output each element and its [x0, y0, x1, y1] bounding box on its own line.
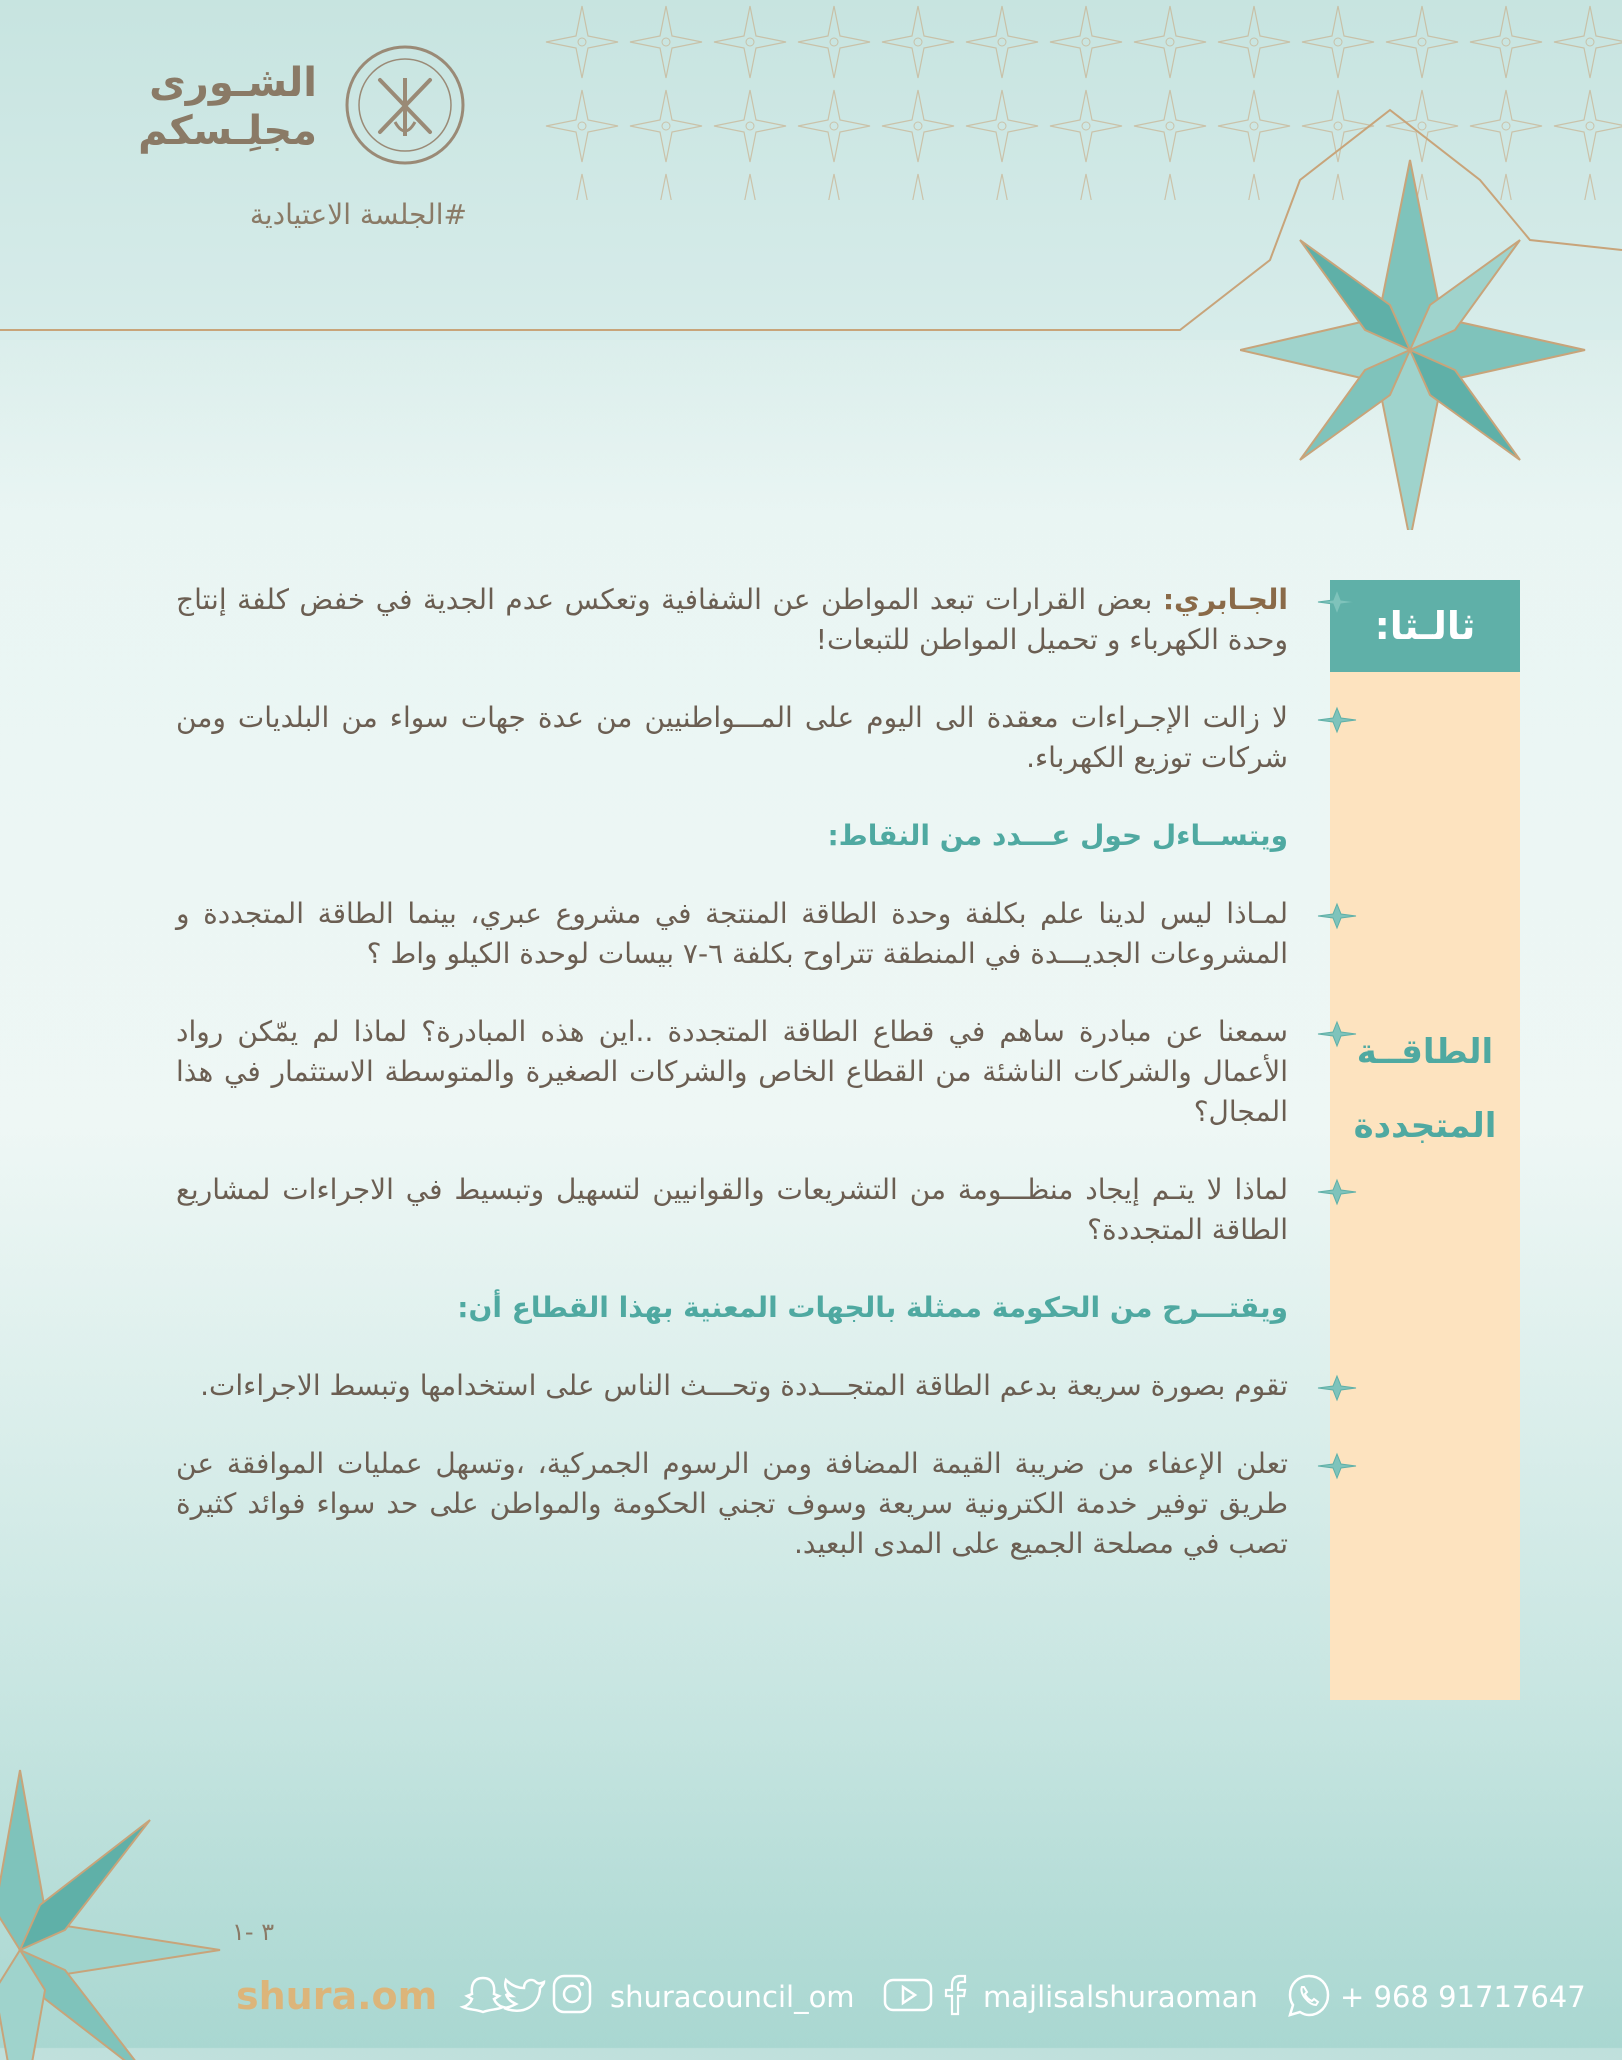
section-number: ثالـثا: — [1330, 580, 1520, 672]
hashtag-label: #الجلسة الاعتيادية — [249, 198, 467, 231]
social-handle-2[interactable]: majlisalshuraoman — [983, 1980, 1258, 2014]
logo-line-2: مجلِـسكم — [138, 108, 317, 154]
section-title-line-2: المتجددة — [1353, 1106, 1497, 1146]
item-text: لمـاذا ليس لدينا علم بكلفة وحدة الطاقة المنتجة في مشروع عبري، بينما الطاقة المتجددة و المشروعات الجديـــدة في المنطقة تتراوح بكلفة ٦-٧ بيسات لوحدة الكيلو واط ؟ — [176, 897, 1288, 970]
item-text: تعلن الإعفاء من ضريبة القيمة المضافة ومن الرسوم الجمركية، ،وتسهل عمليات الموافقة عن طريق توفير خدمة الكترونية سريعة وسوف تجني الحكومة والمواطن على حد سواء فوائد كثيرة تصب في مصلحة الجميع على المدى البعيد. — [176, 1447, 1288, 1560]
youtube-icon[interactable] — [882, 1972, 934, 2016]
speaker-name: الجـابري: — [1162, 583, 1288, 616]
item-body: بعض القرارات تبعد المواطن عن الشفافية وتعكس عدم الجدية في خفض كلفة إنتاج وحدة الكهرباء و تحميل المواطن للتبعات! — [176, 583, 1288, 656]
item-text: تقوم بصورة سريعة بدعم الطاقة المتجـــددة وتحـــث الناس على استخدامها وتبسط الاجراءات. — [200, 1369, 1288, 1402]
main-content — [150, 580, 1300, 1602]
phone-number[interactable]: + 968 91717647 — [1340, 1980, 1586, 2014]
whatsapp-icon[interactable] — [1285, 1972, 1333, 2020]
section-title — [1330, 1015, 1520, 1163]
list-item — [150, 698, 1300, 778]
diamond-bullet-icon — [1316, 1020, 1358, 1048]
item-text: سمعنا عن مبادرة ساهم في قطاع الطاقة المتجددة ..اين هذه المبادرة؟ لماذا لم يمّكن رواد الأعمال والشركات الناشئة من القطاع الخاص والشركات الصغيرة والمتوسطة الاستثمار في هذا المجال؟ — [176, 1015, 1288, 1128]
item-text: لماذا لا يتـم إيجاد منظـــومة من التشريعات والقوانيين لتسهيل وتبسيط في الاجراءات لمشاريع الطاقة المتجددة؟ — [176, 1173, 1288, 1246]
diamond-bullet-icon — [1316, 588, 1358, 616]
diamond-bullet-icon — [1316, 902, 1358, 930]
subheading: ويتســاءل حول عـــدد من النقاط: — [827, 819, 1288, 852]
list-item — [150, 1444, 1300, 1564]
page-number: ٣ -١ — [232, 1918, 275, 1946]
logo-line-1: الشـورى — [149, 60, 317, 106]
facebook-icon[interactable] — [940, 1972, 970, 2016]
list-item — [150, 580, 1300, 660]
diamond-bullet-icon — [1316, 1374, 1358, 1402]
list-item — [150, 1170, 1300, 1250]
item-text — [176, 580, 1288, 660]
national-emblem-icon — [340, 40, 470, 170]
twitter-icon[interactable] — [500, 1972, 548, 2016]
logo-wordmark — [138, 60, 317, 154]
diamond-bullet-icon — [1316, 706, 1358, 734]
subheading: ويقتـــرح من الحكومة ممثلة بالجهات المعنية بهذا القطاع أن: — [457, 1291, 1288, 1324]
list-item — [150, 1366, 1300, 1406]
section-title-line-1: الطاقــة — [1356, 1032, 1494, 1072]
star-ornament-icon — [1240, 150, 1600, 530]
instagram-icon[interactable] — [550, 1972, 594, 2016]
list-item — [150, 894, 1300, 974]
item-text: لا زالت الإجـراءات معقدة الى اليوم على المـــواطنيين من عدة جهات سواء من البلديات ومن شركات توزيع الكهرباء. — [176, 701, 1288, 774]
diamond-bullet-icon — [1316, 1178, 1358, 1206]
diamond-bullet-icon — [1316, 1452, 1358, 1480]
website-link[interactable]: shura.om — [236, 1974, 438, 2018]
list-item — [150, 1012, 1300, 1132]
social-handle-1[interactable]: shuracouncil_om — [610, 1980, 855, 2014]
